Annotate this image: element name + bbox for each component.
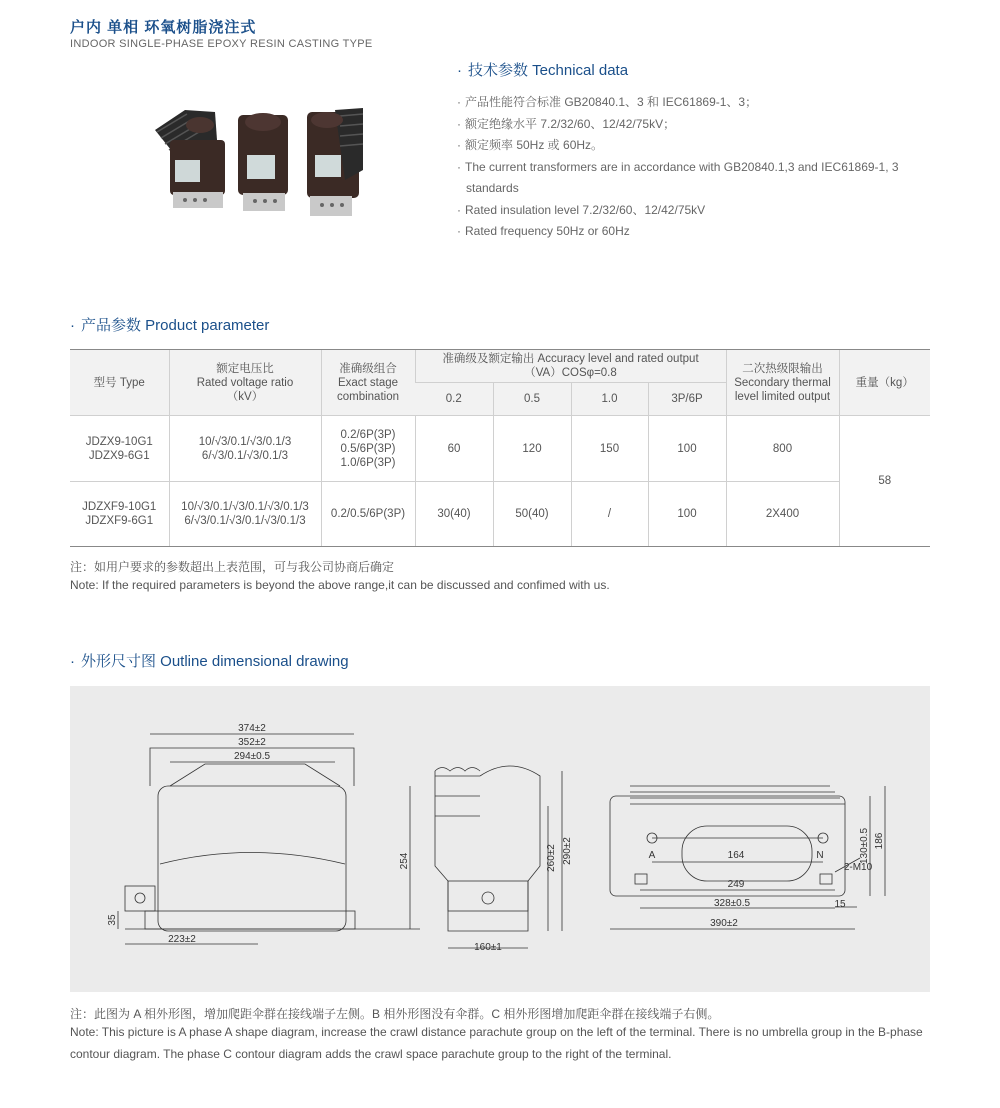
- dim-223: 223±2: [168, 934, 196, 945]
- dim-374: 374±2: [238, 723, 266, 734]
- col-header-voltage-ratio: 额定电压比 Rated voltage ratio （kV）: [169, 350, 321, 416]
- table-row: [70, 482, 930, 547]
- dim-254: 254: [399, 852, 410, 870]
- cell-v3p: 100: [648, 482, 726, 547]
- cell-v05: 50(40): [493, 482, 571, 547]
- col-header-weight: 重量（kg）: [839, 350, 930, 416]
- col-header-thermal: 二次热级限输出 Secondary thermal level limited output: [726, 350, 839, 416]
- cell-v02: 60: [415, 416, 493, 482]
- outline-drawing: [70, 686, 930, 992]
- parameter-table: [70, 349, 930, 547]
- outline-drawing-panel: [70, 686, 930, 992]
- cell-thermal: 2X400: [726, 482, 839, 547]
- col-header-acc-10: 1.0: [571, 383, 648, 416]
- dim-390: 390±2: [710, 918, 738, 929]
- col-header-acc-3p6p: 3P/6P: [648, 383, 726, 416]
- page-title-en: INDOOR SINGLE-PHASE EPOXY RESIN CASTING TYPE: [70, 38, 373, 50]
- dim-164: 164: [727, 850, 745, 861]
- cell-thermal: 800: [726, 416, 839, 482]
- cell-model: JDZXF9-10G1 JDZXF9-6G1: [70, 482, 169, 547]
- dim-186: 186: [874, 832, 885, 850]
- dim-35: 35: [107, 914, 118, 926]
- transformer-unit-2: [238, 113, 288, 211]
- list-item: · 额定频率 50Hz 或 60Hz。: [457, 138, 604, 152]
- list-item: · 额定绝缘水平 7.2/32/60、12/42/75kV；: [457, 116, 676, 131]
- dim-160: 160±1: [474, 942, 502, 953]
- cell-stage: 0.2/0.5/6P(3P): [321, 482, 415, 547]
- bullet-icon: ·: [457, 62, 462, 79]
- dim-260: 260±2: [546, 844, 557, 872]
- list-item-continuation: standards: [466, 181, 519, 195]
- cell-v05: 120: [493, 416, 571, 482]
- front-view: [118, 734, 420, 944]
- label-terminal-a: A: [648, 850, 656, 861]
- side-view: [435, 766, 562, 948]
- technical-data-title: · 技术参数 Technical data: [457, 62, 629, 79]
- transformer-unit-3: [307, 108, 363, 216]
- technical-data-list: [457, 92, 927, 243]
- dim-352: 352±2: [238, 737, 266, 748]
- col-header-model: 型号 Type: [70, 350, 169, 416]
- dim-130: 130±0.5: [859, 827, 870, 865]
- dim-328: 328±0.5: [713, 898, 751, 909]
- label-2-m10: 2-M10: [843, 862, 873, 873]
- cell-v10: /: [571, 482, 648, 547]
- label-terminal-n: N: [816, 850, 824, 861]
- bullet-icon: ·: [70, 653, 75, 670]
- page-title-cn: 户内 单相 环氧树脂浇注式: [70, 19, 257, 36]
- table-note-cn: 注：如用户要求的参数超出上表范围，可与我公司协商后确定: [70, 560, 395, 574]
- list-item: · Rated frequency 50Hz or 60Hz: [457, 224, 630, 238]
- dim-15: 15: [834, 899, 846, 910]
- col-header-acc-02: 0.2: [415, 383, 493, 416]
- cell-ratio: 10/√3/0.1/√3/0.1/3 6/√3/0.1/√3/0.1/3: [169, 416, 321, 482]
- product-photo: [145, 100, 365, 225]
- dim-294: 294±0.5: [233, 751, 271, 762]
- transformer-unit-1: [155, 110, 225, 208]
- outline-drawing-title: · 外形尺寸图 Outline dimensional drawing: [70, 653, 349, 670]
- cell-stage: 0.2/6P(3P) 0.5/6P(3P) 1.0/6P(3P): [321, 416, 415, 482]
- cell-model: JDZX9-10G1 JDZX9-6G1: [70, 416, 169, 482]
- product-parameter-title: · 产品参数 Product parameter: [70, 317, 270, 334]
- list-item: · The current transformers are in accordance with GB20840.1,3 and IEC61869-1, 3: [457, 159, 899, 174]
- bullet-icon: ·: [70, 317, 75, 334]
- dim-249: 249: [727, 879, 745, 890]
- col-header-acc-05: 0.5: [493, 383, 571, 416]
- col-header-exact-stage: 准确级组合 Exact stage combination: [321, 350, 415, 416]
- cell-v10: 150: [571, 416, 648, 482]
- cell-v3p: 100: [648, 416, 726, 482]
- cell-ratio: 10/√3/0.1/√3/0.1/√3/0.1/3 6/√3/0.1/√3/0.1/√3/0.1/3: [169, 482, 321, 547]
- table-row: [70, 416, 930, 482]
- table-note-en: Note: If the required parameters is beyond the above range,it can be discussed and confimed with us.: [70, 578, 610, 592]
- list-item: · Rated insulation level 7.2/32/60、12/42/75kV: [457, 202, 706, 217]
- col-header-accuracy: 准确级及额定输出 Accuracy level and rated output （VA）COSφ=0.8: [415, 350, 726, 383]
- cell-weight: 58: [839, 416, 930, 547]
- cell-v02: 30(40): [415, 482, 493, 547]
- drawing-note-en: Note: This picture is A phase A shape diagram, increase the crawl distance parachute group on the left of the terminal. There is no umbrella group in the B-phase contour diagram. The phase C contour diagram adds the crawl space parachute group to the right of the terminal.: [70, 1025, 923, 1061]
- list-item: · 产品性能符合标准 GB20840.1、3 和 IEC61869-1、3；: [457, 95, 758, 109]
- drawing-note-cn: 注：此图为 A 相外形图，增加爬距伞群在接线端子左侧。B 相外形图没有伞群。C 相外形图增加爬距伞群在接线端子右侧。: [70, 1007, 720, 1021]
- dim-290: 290±2: [562, 837, 573, 865]
